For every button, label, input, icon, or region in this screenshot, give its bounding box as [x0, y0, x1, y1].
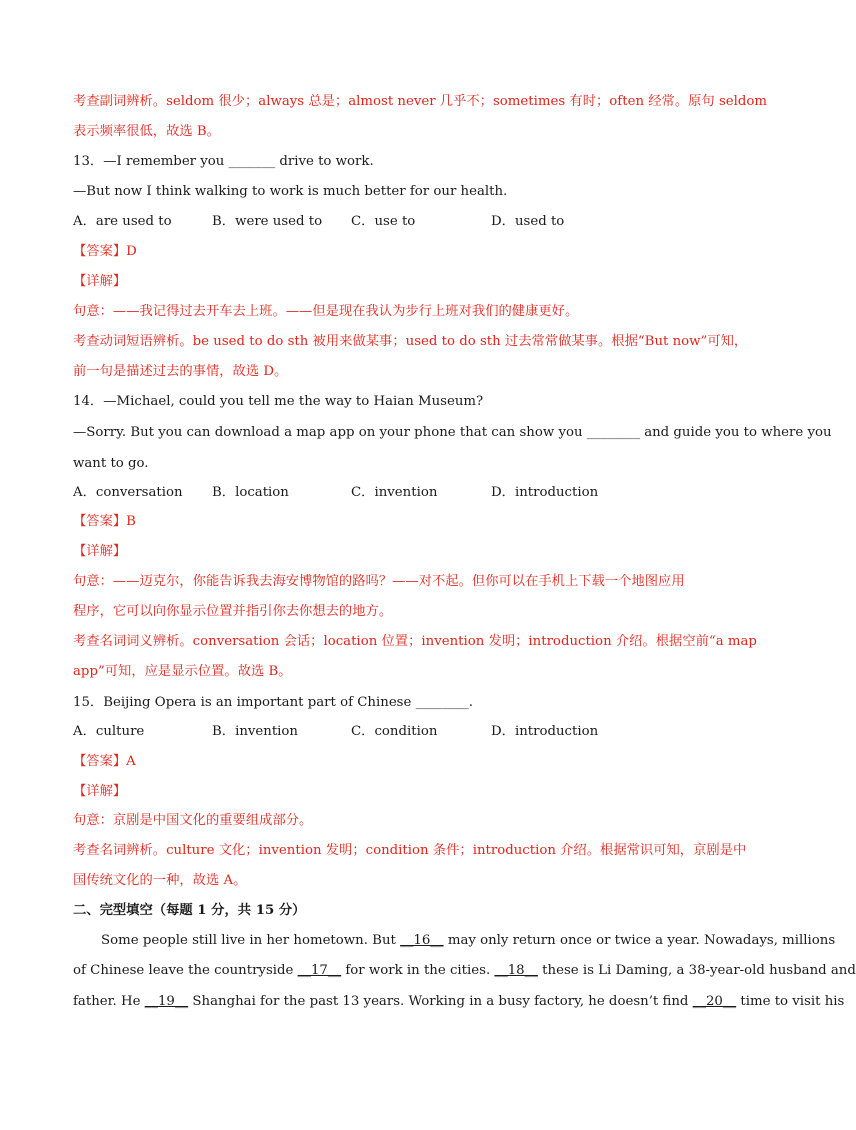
explanation-line: 前一句是描述过去的事情，故选 D。	[73, 364, 288, 379]
explanation-line: 考查名词辨析。culture 文化；invention 发明；condition 条件；introduction 介绍。根据常识可知，京剧是中	[73, 843, 747, 858]
passage-line: Some people still live in her hometown. But __16__ may only return once or twice a year. Nowadays, millions	[101, 933, 836, 948]
blank-20: __20__	[692, 994, 737, 1009]
option-b: B．were used to	[212, 214, 323, 229]
answer-label: 【答案】D	[73, 244, 137, 259]
explanation-line: 考查动词短语辨析。be used to do sth 被用来做某事；used to do sth 过去常常做某事。根据“But now”可知，	[73, 334, 748, 349]
explanation-line: 程序，它可以向你显示位置并指引你去你想去的地方。	[73, 604, 393, 619]
question-14-reply: —Sorry. But you can download a map app on your phone that can show you ________ and guide you to where you	[73, 425, 832, 440]
option-d: D．introduction	[491, 485, 599, 500]
option-c: C．use to	[351, 214, 416, 229]
detail-label: 【详解】	[73, 274, 127, 289]
option-c: C．condition	[351, 724, 438, 739]
explanation-line: 句意：——我记得过去开车去上班。——但是现在我认为步行上班对我们的健康更好。	[73, 304, 579, 319]
answer-label: 【答案】A	[73, 754, 136, 769]
section-heading: 二、完型填空（每题 1 分，共 15 分）	[73, 903, 306, 918]
explanation-line: 考查副词辨析。seldom 很少；always 总是；almost never 几乎不；sometimes 有时；often 经常。原句 seldom	[73, 94, 768, 109]
blank-19: __19__	[144, 994, 189, 1009]
explanation-line: 表示频率很低，故选 B。	[73, 124, 220, 139]
detail-label: 【详解】	[73, 784, 127, 799]
option-b: B．invention	[212, 724, 298, 739]
question-14: 14．—Michael, could you tell me the way to Haian Museum?	[73, 394, 484, 409]
explanation-line: 句意：——迈克尔，你能告诉我去海安博物馆的路吗？——对不起。但你可以在手机上下载一个地图应用	[73, 574, 685, 589]
explanation-line: 句意：京剧是中国文化的重要组成部分。	[73, 813, 313, 828]
blank-16: __16__	[400, 933, 444, 948]
option-a: A．conversation	[73, 485, 183, 500]
detail-label: 【详解】	[73, 544, 127, 559]
option-b: B．location	[212, 485, 289, 500]
option-a: A．are used to	[73, 214, 172, 229]
option-d: D．introduction	[491, 724, 599, 739]
question-14-reply-cont: want to go.	[73, 456, 149, 471]
blank-18: __18__	[494, 963, 538, 978]
passage-line: father. He __19__ Shanghai for the past 13 years. Working in a busy factory, he doesn’t find __20__ time to visit his	[73, 994, 845, 1009]
option-d: D．used to	[491, 214, 565, 229]
question-13: 13．—I remember you _______ drive to work.	[73, 154, 374, 169]
answer-label: 【答案】B	[73, 514, 136, 529]
explanation-line: 考查名词词义辨析。conversation 会话；location 位置；invention 发明；introduction 介绍。根据空前“a map	[73, 634, 757, 649]
question-13-reply: —But now I think walking to work is much better for our health.	[73, 184, 508, 199]
option-c: C．invention	[351, 485, 438, 500]
explanation-line: 国传统文化的一种，故选 A。	[73, 873, 247, 888]
option-a: A．culture	[73, 724, 145, 739]
passage-line: of Chinese leave the countryside __17__ for work in the cities. __18__ these is Li Daming, a 38-year-old husband and	[73, 963, 856, 978]
blank-17: __17__	[297, 963, 342, 978]
question-15: 15．Beijing Opera is an important part of Chinese ________.	[73, 695, 474, 710]
explanation-line: app”可知，应是显示位置。故选 B。	[73, 664, 292, 679]
